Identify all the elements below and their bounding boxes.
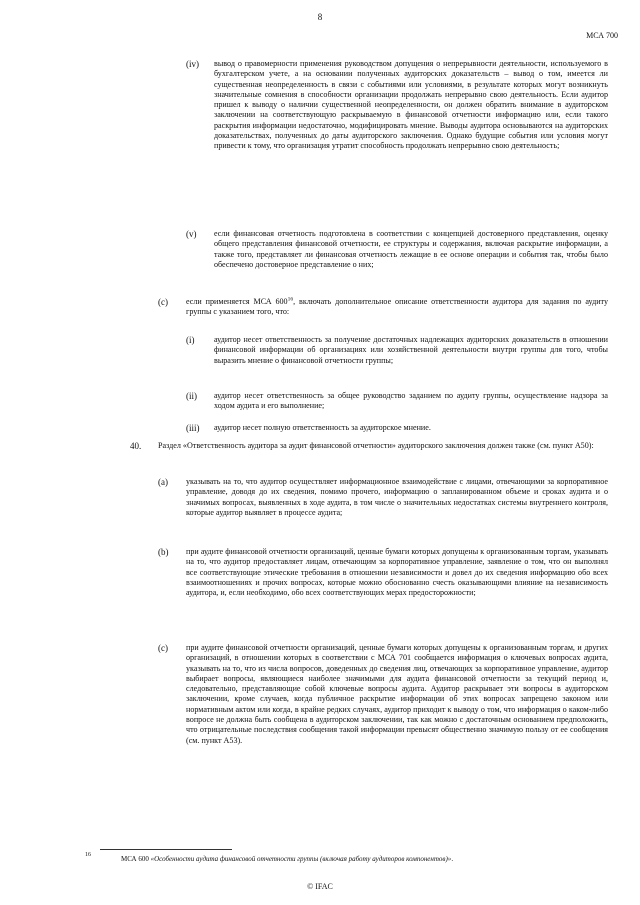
item-cii-text: аудитор несет ответственность за общее руководство заданием по аудиту группы, осуществление надзора за ходом аудита и его выполнение; [214,391,608,411]
item-c-top-label: (c) [158,297,168,307]
item-c-top-text [186,297,608,318]
item-b-text: при аудите финансовой отчетности организаций, ценные бумаги которых допущены к организованным торгам, указывать на то, что аудитор предоставляет лицам, отвечающим за корпоративное управление, заявление о том, что он выполнял все соответствующие этические требования в отношении независимости и довел до их сведения информацию обо всех взаимоотношениях и прочих вопросах, которые можно обоснованно счесть оказывающими влияние на независимость аудитора, и, если необходимо, обо всех соответствующих мерах предосторожности; [186,547,608,598]
item-iv-label: (iv) [186,59,199,69]
item-c-bottom-text: при аудите финансовой отчетности организаций, ценные бумаги которых допущены к организованным торгам, и других организаций, в отношении которых в соответствии с МСА 701 сообщается информация о ключевых вопросах аудита, указывать на то, что из числа вопросов, доведенных до сведения лиц, отвечающих за корпоративное управление, аудитор выбирает вопросы, являющиеся наиболее значимыми для аудита финансовой отчетности за текущий период и, следовательно, представляющие собой ключевые вопросы аудита. Аудитор раскрывает эти вопросы в аудиторском заключении, кроме случаев, когда публичное раскрытие информации об этих вопросах запрещено законом или нормативным актом или когда, в крайне редких случаях, аудитор приходит к выводу о том, что информация о каком-либо вопросе не должна быть сообщена в аудиторском заключении, так как можно с достаточным основанием предположить, что отрицательные последствия сообщения такой информации превысят общественно значимую пользу от ее сообщения (см. пункт A53). [186,643,608,745]
standard-reference: МСА 700 [586,31,618,40]
item-cii-label: (ii) [186,391,197,401]
item-c-top-text-before: если применяется МСА 600 [186,297,288,306]
item-v-text: если финансовая отчетность подготовлена в соответствии с концепцией достоверного представления, оценку общего представления финансовой отчетности, ее структуры и содержания, включая раскрытие информации, а также того, представляет ли финансовая отчетность лежащие в ее основе операции и события так, чтобы было обеспечено достоверное представление о них; [214,229,608,269]
item-a-text: указывать на то, что аудитор осуществляет информационное взаимодействие с лицами, отвечающими за корпоративное управление, доводя до их сведения, помимо прочего, информацию о запланированном объеме и сроках аудита и о значимых вопросах, выявленных в ходе аудита, в том числе о значительных недостатках системы внутреннего контроля, которые аудитор выявляет в процессе аудита; [186,477,608,517]
footnote-separator [100,849,232,850]
item-c-bottom-label: (c) [158,643,168,653]
footnote-ref: 16 [287,296,294,303]
item-v-label: (v) [186,229,197,239]
page-number: 8 [317,12,323,22]
footnote-text [121,855,453,863]
footnote-number: 16 [85,852,91,858]
footnote-title: «Особенности аудита финансовой отчетности группы (включая работу аудиторов компонентов)» [150,855,452,863]
footnote-ref-code: МСА 600 [121,855,151,863]
copyright-footer: © IFAC [307,882,333,891]
item-b-label: (b) [158,547,169,557]
paragraph-40-text: Раздел «Ответственность аудитора за аудит финансовой отчетности» аудиторского заключения должен также (см. пункт A50): [158,441,594,450]
item-ci-text: аудитор несет ответственность за получение достаточных надлежащих аудиторских доказательств в отношении финансовой информации об организациях или хозяйственной деятельности внутри группы для того, чтобы выразить мнение о финансовой отчетности группы; [214,335,608,365]
item-a-label: (a) [158,477,168,487]
item-ciii-text: аудитор несет полную ответственность за аудиторское мнение. [214,423,431,432]
item-ci-label: (i) [186,335,195,345]
paragraph-40-number: 40. [130,441,142,451]
item-c-top-text-after: , включать дополнительное описание ответственности аудитора для задания по аудиту группы с указанием того, что: [186,297,609,317]
item-ciii-label: (iii) [186,423,200,433]
item-iv-text: вывод о правомерности применения руководством допущения о непрерывности деятельности, используемого в бухгалтерском учете, а на основании полученных аудиторских доказательств – вывод о том, имеется ли существенная неопределенность в связи с событиями или условиями, в результате которых могут возникнуть значительные сомнения в способности организации продолжать непрерывно свою деятельность. Если аудитор пришел к выводу о наличии существенной неопределенности, он должен обратить внимание в аудиторском заключении на соответствующую раскрываемую в финансовой отчетности информацию или, если такого раскрытия информации недостаточно, модифицировать мнение. Выводы аудитора основываются на аудиторских доказательствах, полученных до даты аудиторского заключения. Однако будущие события или условия могут привести к тому, что организация утратит способность продолжать непрерывно свою деятельность; [214,59,608,151]
footnote-end: . [451,855,454,863]
